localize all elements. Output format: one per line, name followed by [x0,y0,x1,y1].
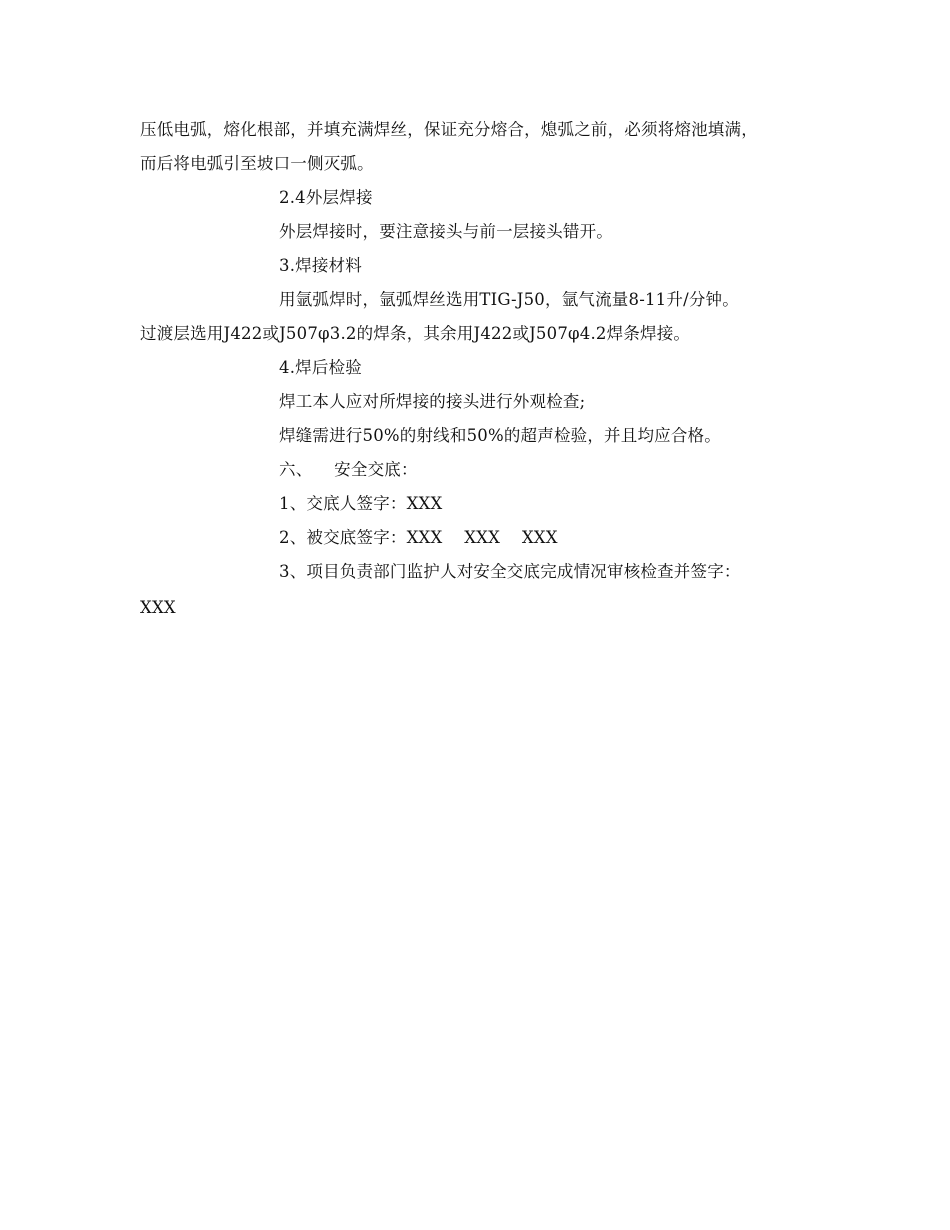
paragraph-line-visual-inspection: 焊工本人应对所焊接的接头进行外观检查; [279,392,586,411]
section-heading-outer-layer-welding: 2.4外层焊接 [279,188,373,207]
section-heading-post-weld-inspection: 4.焊后检验 [279,358,362,377]
section-heading-safety-briefing: 六、 安全交底： [279,460,418,479]
paragraph-line-transition-layer: 过渡层选用J422或J507φ3.2的焊条，其余用J422或J507φ4.2焊条焊接。 [140,324,691,343]
paragraph-line-arc-extinguish: 而后将电弧引至坡口一侧灭弧。 [140,154,374,173]
paragraph-line-outer-layer: 外层焊接时，要注意接头与前一层接头错开。 [279,222,613,241]
paragraph-line-root-welding-cont: 压低电弧，熔化根部，并填充满焊丝，保证充分熔合，熄弧之前，必须将熔池填满， [140,120,758,139]
paragraph-line-argon-welding: 用氩弧焊时，氩弧焊丝选用TIG-J50，氩气流量8-11升/分钟。 [279,290,739,309]
paragraph-line-radiographic-ultrasonic: 焊缝需进行50%的射线和50%的超声检验，并且均应合格。 [279,426,721,445]
signature-line-supervisor-name: XXX [140,598,176,617]
signature-line-supervisor: 3、项目负责部门监护人对安全交底完成情况审核检查并签字： [279,562,741,581]
signature-line-briefer: 1、交底人签字：XXX [279,494,443,513]
section-heading-welding-materials: 3.焊接材料 [279,256,362,275]
signature-line-briefed: 2、被交底签字：XXX XXX XXX [279,528,558,547]
